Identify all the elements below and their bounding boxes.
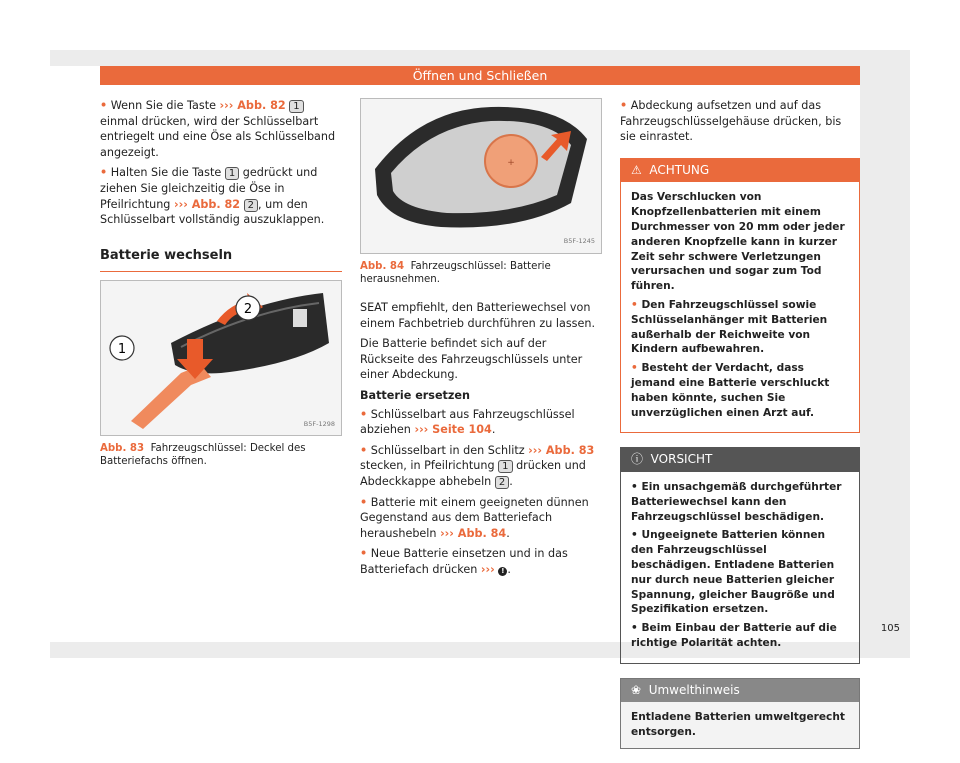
bullet-paragraph: • Schlüsselbart aus Fahrzeugschlüssel abziehen ››› Seite 104. (360, 407, 575, 437)
callout-number: 2 (495, 476, 509, 489)
callout-number: 1 (225, 167, 239, 180)
callout-1: 1 (117, 342, 127, 358)
section-title: Batterie wechseln (100, 248, 342, 273)
paragraph: Die Batterie befindet sich auf der Rückseite des Fahrzeugschlüssels unter einer Abdeckung. (360, 337, 583, 382)
page-link[interactable]: ››› Seite 104 (414, 423, 492, 437)
figure-link[interactable]: ››› Abb. 82 (173, 197, 241, 211)
bullet-icon: • (360, 495, 368, 509)
environment-box (620, 678, 860, 749)
figure-83 (100, 280, 342, 436)
warning-header: ⚠ ACHTUNG (621, 159, 859, 183)
key-cover-illustration (101, 281, 341, 435)
page-header: Öffnen und Schließen (100, 66, 860, 85)
svg-text:+: + (507, 158, 515, 168)
bullet-icon: • (360, 407, 368, 421)
callout-number: 1 (498, 460, 512, 473)
bullet-icon: • (631, 298, 638, 311)
environment-header: ❀ Umwelthinweis (621, 679, 859, 703)
column-2 (360, 98, 602, 583)
bullet-paragraph: • Batterie mit einem geeigneten dünnen Gegenstand aus dem Batteriefach heraushebeln ››› Abb. 84. (360, 495, 589, 540)
bullet-paragraph: • Wenn Sie die Taste ››› Abb. 82 1 einmal drücken, wird der Schlüsselbart entriegelt und eine Öse als Schlüsselband angezeigt. (100, 99, 336, 159)
bullet-paragraph: • Neue Batterie einsetzen und in das Batteriefach drücken ››› ! . (360, 547, 568, 576)
callout-number: 1 (289, 100, 303, 113)
column-3 (620, 98, 860, 763)
paragraph: SEAT empfiehlt, den Batteriewechsel von einem Fachbetrieb durchführen zu lassen. (360, 301, 596, 330)
bullet-icon: • (620, 99, 628, 112)
page-number: 105 (880, 623, 900, 634)
warning-link[interactable]: ››› (480, 562, 495, 576)
figure-code: B5F-1298 (303, 419, 335, 428)
warning-triangle-icon: ⚠ (631, 162, 642, 177)
environment-body: Entladene Batterien umweltgerecht entsorgen. (631, 711, 845, 739)
warning-box (620, 158, 860, 434)
caution-header: ⓘ VORSICHT (621, 448, 859, 472)
column-1 (100, 98, 342, 468)
caution-box (620, 447, 860, 663)
figure-link[interactable]: ››› Abb. 82 (219, 99, 286, 112)
leaf-icon: ❀ (631, 682, 642, 697)
warning-circle-icon: ! (498, 567, 507, 576)
figure-caption: Abb. 83 Fahrzeugschlüssel: Deckel des Batteriefachs öffnen. (100, 443, 306, 468)
bullet-icon: • (360, 547, 368, 561)
callout-number: 2 (244, 199, 258, 212)
figure-link[interactable]: ››› Abb. 83 (528, 443, 595, 457)
figure-link[interactable]: ››› Abb. 84 (440, 526, 507, 540)
bullet-icon: • (631, 362, 638, 375)
caution-body: • Ein unsachgemäß durchgeführter Batteriewechsel kann den Fahrzeugschlüssel beschädigen. • Ungeeignete Batterien können den Fahrzeugschlüssel beschädigen. Entladene Batterien nur durch neue Batterien gleicher Spannung, gleicher Baugröße und Spezifikation ersetzen. • Beim Einbau der Batterie auf die richtige Polarität achten. (631, 480, 842, 649)
subheading: Batterie ersetzen (360, 388, 470, 402)
figure-84 (360, 98, 602, 254)
bullet-icon: • (360, 443, 368, 457)
warning-body: Das Verschlucken von Knopfzellenbatterien mit einem Durchmesser von 20 mm oder jeder anderen Knopfzelle kann in kurzer Zeit sehr schwere Verletzungen verursachen und sogar zum Tod führen. • Den Fahrzeugschlüssel sowie Schlüsselanhänger mit Batterien außerhalb der Reichweite von Kindern aufbewahren. • Besteht der Verdacht, dass jemand eine Batterie verschluckt haben könnte, suchen Sie unverzüglichen einen Arzt auf. (631, 191, 845, 419)
bullet-paragraph: • Schlüsselbart in den Schlitz ››› Abb. 83 stecken, in Pfeilrichtung 1 drücken und Abdeckkappe abhebeln 2 . (360, 443, 595, 488)
info-circle-icon: ⓘ (631, 452, 644, 467)
callout-2: 2 (243, 302, 253, 318)
bullet-icon: • (100, 99, 108, 112)
figure-code: B5F-1245 (563, 237, 595, 246)
key-battery-illustration (361, 99, 601, 253)
bullet-paragraph: • Abdeckung aufsetzen und auf das Fahrzeugschlüsselgehäuse drücken, bis sie einrastet. (620, 99, 842, 144)
figure-caption: Abb. 84 Fahrzeugschlüssel: Batterie herausnehmen. (360, 261, 551, 285)
bullet-paragraph: • Halten Sie die Taste 1 gedrückt und ziehen Sie gleichzeitig die Öse in Pfeilrichtung ››› Abb. 82 2 , um den Schlüsselbart vollständig auszuklappen. (100, 166, 325, 227)
bullet-icon: • (100, 166, 108, 180)
